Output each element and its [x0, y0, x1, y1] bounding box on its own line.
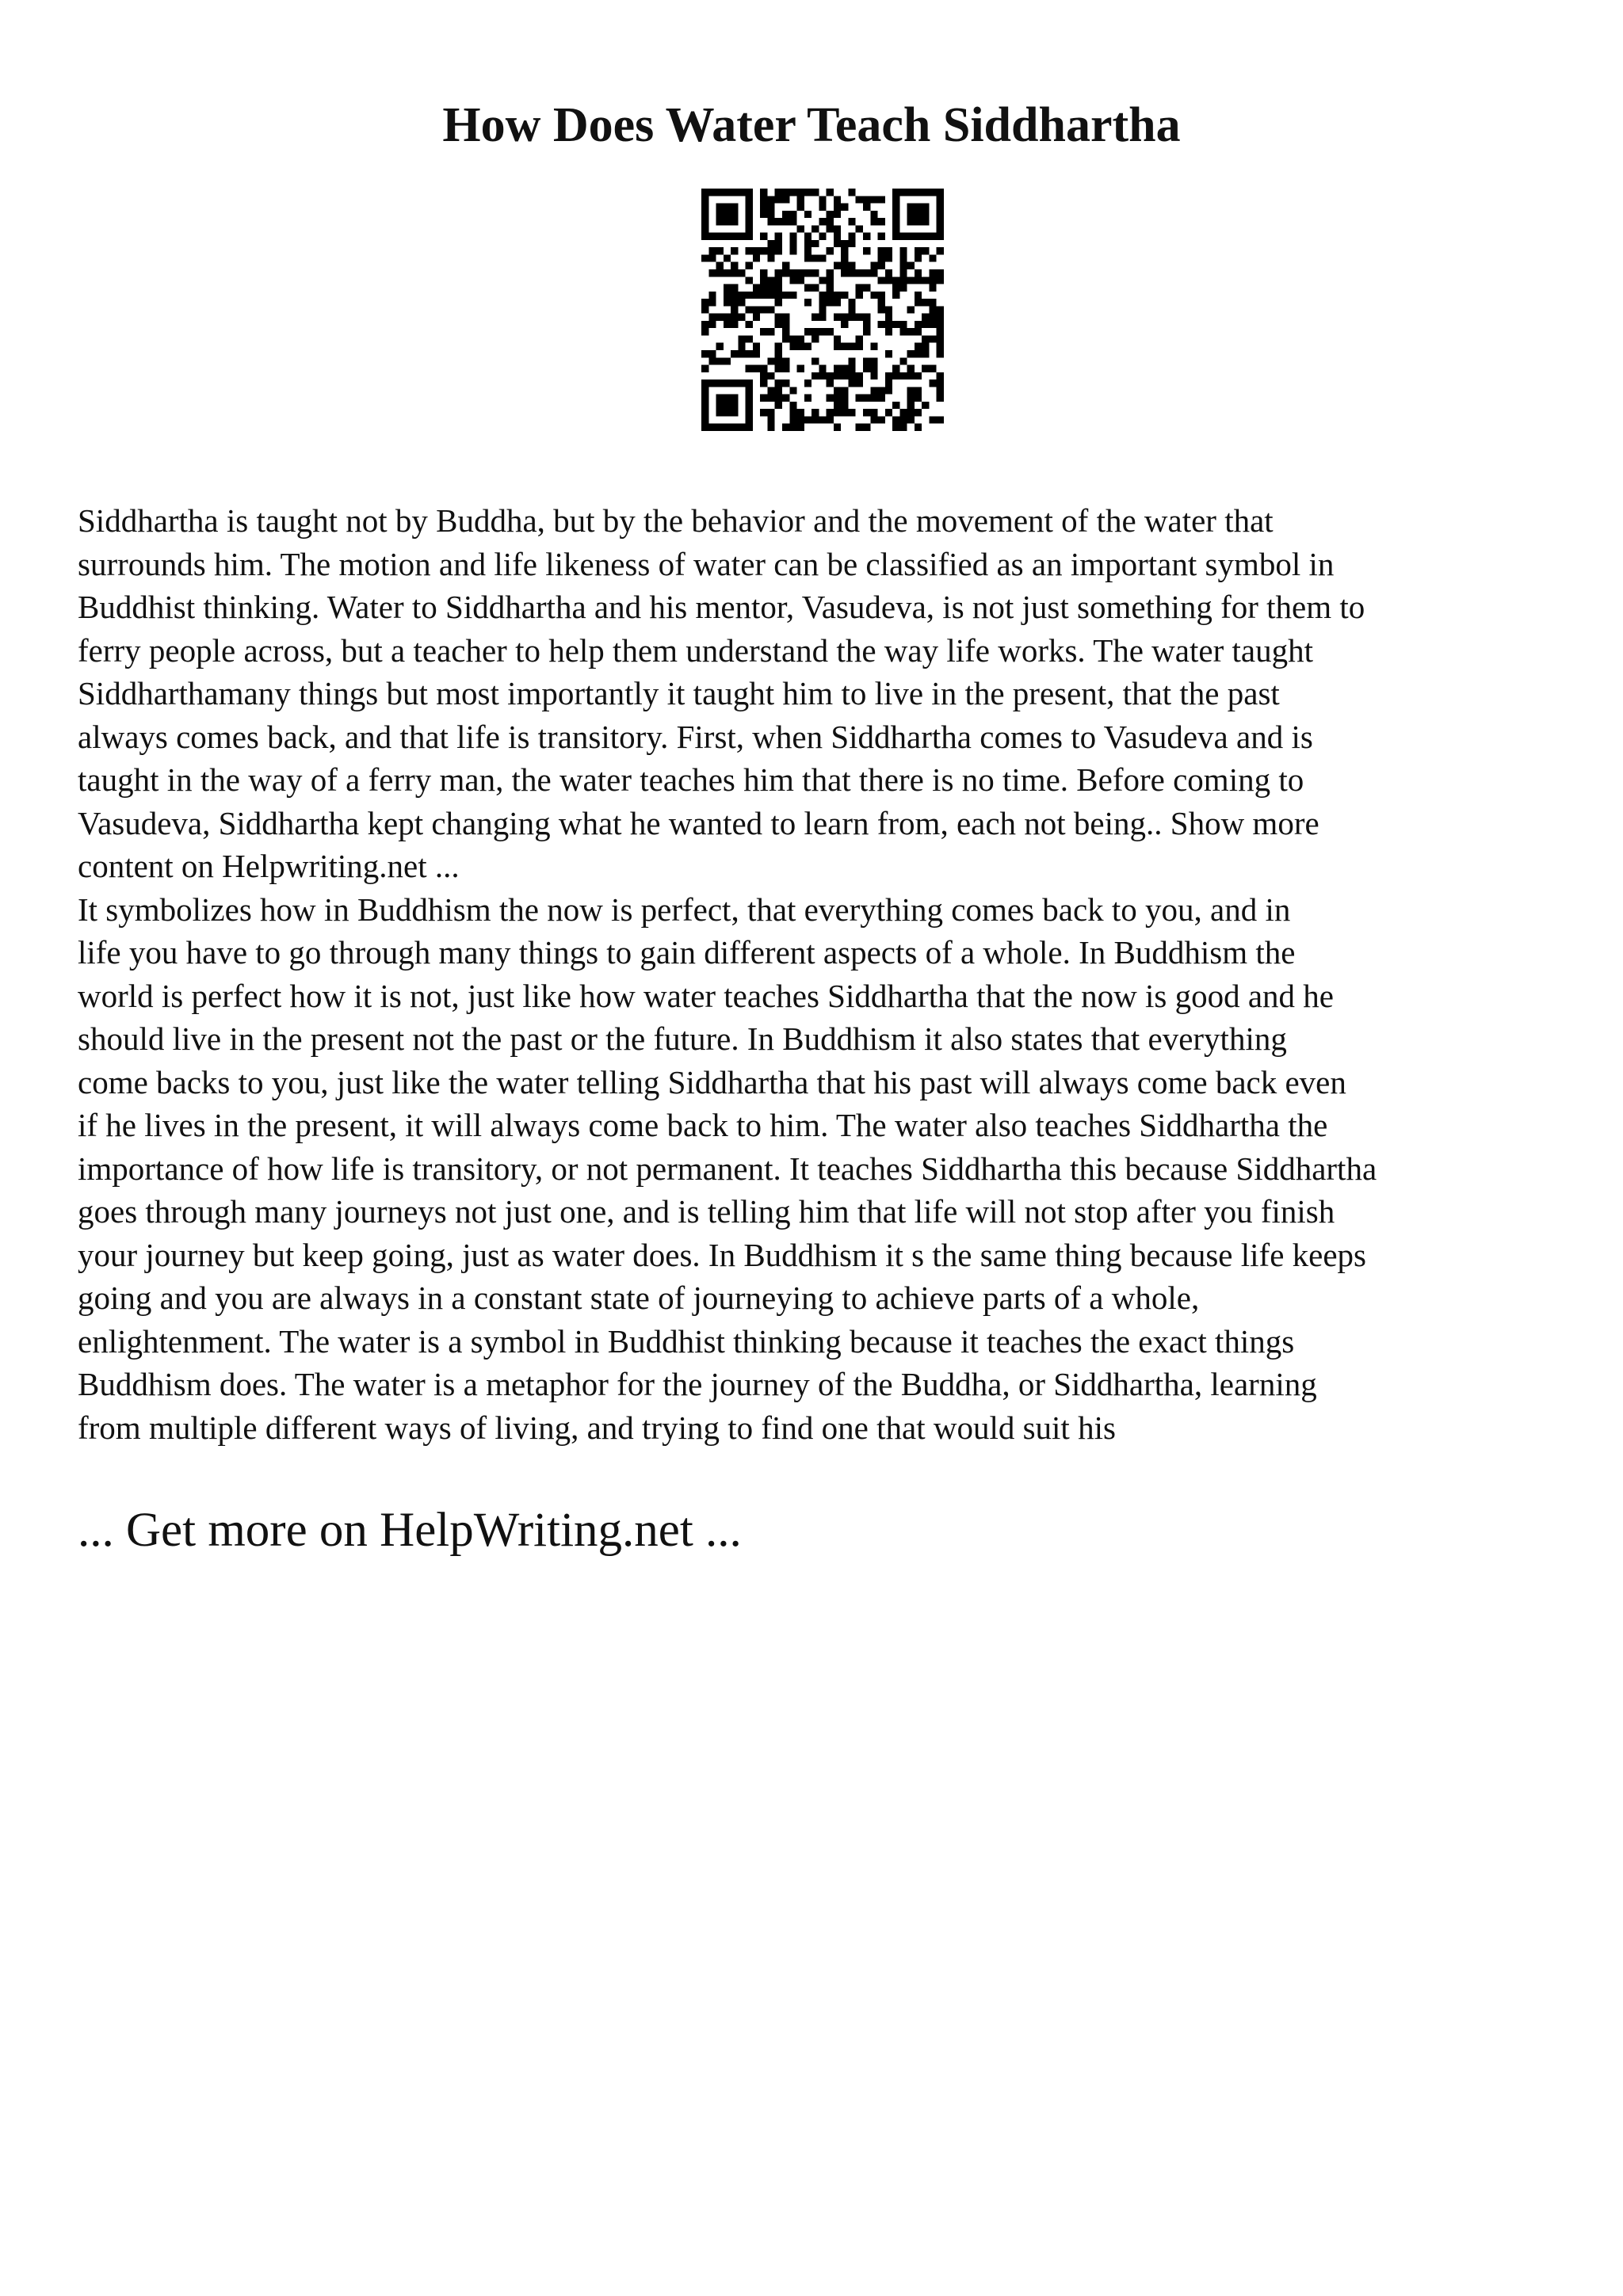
page-title: How Does Water Teach Siddhartha: [442, 98, 1181, 152]
text-line: world is perfect how it is not, just like how water teaches Siddhartha that the now is good and he: [78, 977, 1334, 1014]
body-paragraph: [78, 499, 1568, 1449]
get-more-link[interactable]: ... Get more on HelpWriting.net ...: [78, 1504, 742, 1557]
text-line: taught in the way of a ferry man, the water teaches him that there is no time. Before coming to: [78, 761, 1304, 798]
text-line: Siddharthamany things but most importantly it taught him to live in the present, that the past: [78, 675, 1280, 711]
text-line: importance of how life is transitory, or not permanent. It teaches Siddhartha this because Siddhartha: [78, 1150, 1377, 1187]
text-line: It symbolizes how in Buddhism the now is perfect, that everything comes back to you, and in: [78, 891, 1291, 928]
qr-code-icon: [701, 189, 944, 431]
text-line: Buddhism does. The water is a metaphor for the journey of the Buddha, or Siddhartha, learning: [78, 1366, 1317, 1402]
text-line: going and you are always in a constant state of journeying to achieve parts of a whole,: [78, 1280, 1200, 1316]
text-line: surrounds him. The motion and life likeness of water can be classified as an important symbol in: [78, 545, 1335, 582]
text-line: enlightenment. The water is a symbol in Buddhist thinking because it teaches the exact things: [78, 1322, 1295, 1360]
text-line: should live in the present not the past or the future. In Buddhism it also states that everything: [78, 1020, 1287, 1057]
text-line: goes through many journeys not just one, and is telling him that life will not stop after you finish: [78, 1193, 1335, 1230]
text-line: from multiple different ways of living, and trying to find one that would suit his: [78, 1409, 1116, 1446]
text-line: always comes back, and that life is transitory. First, when Siddhartha comes to Vasudeva and is: [78, 718, 1313, 755]
text-line: Vasudeva, Siddhartha kept changing what he wanted to learn from, each not being.. Show more: [78, 804, 1319, 841]
text-line: Siddhartha is taught not by Buddha, but by the behavior and the movement of the water that: [78, 502, 1274, 539]
text-line: your journey but keep going, just as water does. In Buddhism it s the same thing because life keeps: [78, 1236, 1366, 1273]
text-line: ferry people across, but a teacher to help them understand the way life works. The water taught: [78, 631, 1313, 669]
text-line: life you have to go through many things to gain different aspects of a whole. In Buddhism the: [78, 934, 1296, 971]
text-line: Buddhist thinking. Water to Siddhartha and his mentor, Vasudeva, is not just something for them to: [78, 589, 1365, 625]
text-line: come backs to you, just like the water telling Siddhartha that his past will always come back even: [78, 1063, 1346, 1100]
text-line: if he lives in the present, it will always come back to him. The water also teaches Siddhartha the: [78, 1107, 1328, 1143]
text-line: content on Helpwriting.net ...: [78, 848, 460, 884]
